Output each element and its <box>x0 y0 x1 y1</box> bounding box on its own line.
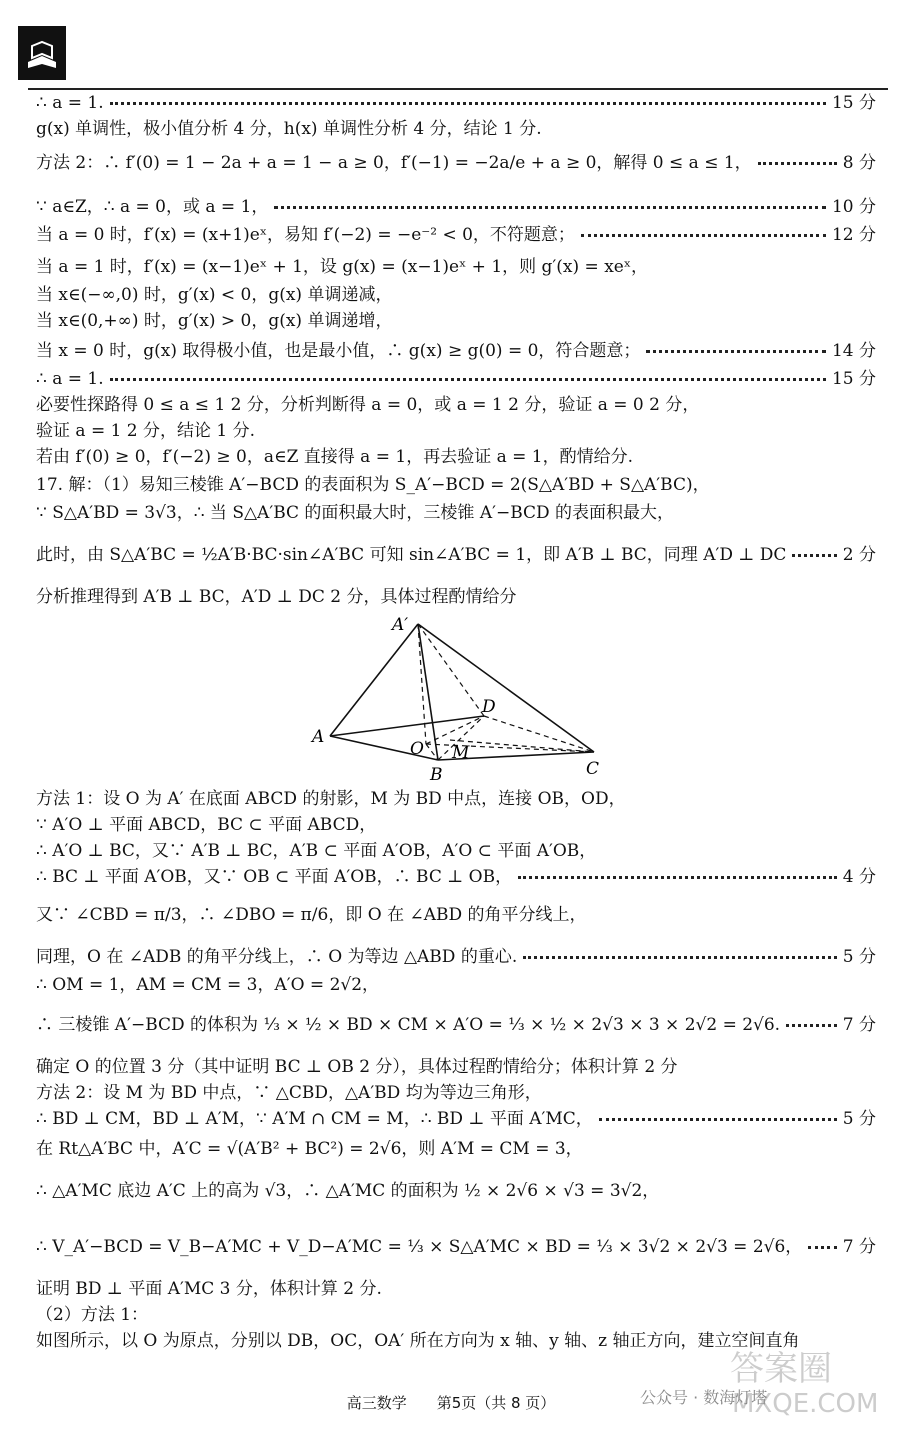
line-text: 方法 2：∴ f′(0) = 1 − 2a + a = 1 − a ≥ 0，f′(−1) = −2a/e + a ≥ 0，解得 0 ≤ a ≤ 1， <box>36 153 752 173</box>
text-line <box>36 814 876 836</box>
text-line <box>36 118 876 140</box>
text-line <box>36 1180 876 1202</box>
text-line <box>36 586 876 608</box>
text-line <box>36 974 876 996</box>
line-text: ∴ a = 1. <box>36 369 104 389</box>
text-line <box>36 1304 876 1326</box>
score-points: 15 分 <box>831 369 876 389</box>
dot-leader <box>110 378 826 381</box>
line-text: 当 x∈(−∞,0) 时，g′(x) < 0，g(x) 单调递减， <box>36 285 393 305</box>
text-line <box>36 284 876 306</box>
dot-leader <box>599 1118 837 1121</box>
line-text: ∴ △A′MC 底边 A′C 上的高为 √3，∴ △A′MC 的面积为 ½ × 2√6 × √3 = 3√2， <box>36 1181 660 1201</box>
text-line <box>36 310 876 332</box>
line-text: （2）方法 1： <box>36 1305 149 1325</box>
text-line <box>36 904 876 926</box>
text-line <box>36 224 876 246</box>
dot-leader <box>523 956 837 959</box>
label-a: A <box>312 727 325 747</box>
dot-leader <box>581 234 826 237</box>
line-text: 验证 a = 1 2 分，结论 1 分. <box>36 421 256 441</box>
page-footer: 高三数学 第5页（共 8 页） <box>346 1394 556 1412</box>
label-c: C <box>586 759 600 779</box>
line-text: 当 x∈(0,+∞) 时，g′(x) > 0，g(x) 单调递增， <box>36 311 393 331</box>
book-icon <box>18 26 66 80</box>
text-line <box>36 1014 876 1036</box>
label-m: M <box>452 743 470 763</box>
text-line <box>36 368 876 390</box>
score-points: 5 分 <box>842 947 876 967</box>
text-line <box>36 196 876 218</box>
dot-leader <box>786 1024 837 1027</box>
dot-leader <box>792 554 836 557</box>
line-text: g(x) 单调性，极小值分析 4 分，h(x) 单调性分析 4 分，结论 1 分. <box>36 119 542 139</box>
line-text: ∵ A′O ⊥ 平面 ABCD，BC ⊂ 平面 ABCD， <box>36 815 377 835</box>
text-line <box>36 788 876 810</box>
line-text: ∴ A′O ⊥ BC，又∵ A′B ⊥ BC，A′B ⊂ 平面 A′OB，A′O ⊂ 平面 A′OB， <box>36 841 597 861</box>
text-line <box>36 1138 876 1160</box>
text-line <box>36 1082 876 1104</box>
line-text: ∴ OM = 1，AM = CM = 3，A′O = 2√2， <box>36 975 380 995</box>
label-d: D <box>482 697 496 717</box>
text-line <box>36 446 876 468</box>
line-text: ∴ 三棱锥 A′−BCD 的体积为 ⅓ × ½ × BD × CM × A′O = ⅓ × ½ × 2√3 × 3 × 2√2 = 2√6. <box>36 1015 781 1035</box>
line-text: 又∵ ∠CBD = π/3，∴ ∠DBO = π/6，即 O 在 ∠ABD 的角平分线上， <box>36 905 587 925</box>
score-points: 7 分 <box>842 1015 876 1035</box>
score-points: 14 分 <box>831 341 876 361</box>
line-text: 分析推理得到 A′B ⊥ BC，A′D ⊥ DC 2 分，具体过程酌情给分 <box>36 587 517 607</box>
label-o: O <box>410 739 424 759</box>
dot-leader <box>646 350 826 353</box>
line-text: 方法 2：设 M 为 BD 中点，∵ △CBD，△A′BD 均为等边三角形， <box>36 1083 542 1103</box>
line-text: ∴ a = 1. <box>36 93 104 113</box>
score-points: 15 分 <box>831 93 876 113</box>
dot-leader <box>274 206 826 209</box>
svg-text:MXQE.COM: MXQE.COM <box>732 1389 879 1419</box>
line-text: 若由 f′(0) ≥ 0，f′(−2) ≥ 0，a∈Z 直接得 a = 1，再去验证 a = 1，酌情给分. <box>36 447 633 467</box>
text-line <box>36 394 876 416</box>
score-points: 7 分 <box>842 1237 876 1257</box>
text-line <box>36 502 876 524</box>
line-text: 必要性探路得 0 ≤ a ≤ 1 2 分，分析判断得 a = 0，或 a = 1 2 分，验证 a = 0 2 分， <box>36 395 700 415</box>
score-points: 4 分 <box>842 867 876 887</box>
line-text: 同理，O 在 ∠ADB 的角平分线上，∴ O 为等边 △ABD 的重心. <box>36 947 518 967</box>
line-text: 证明 BD ⊥ 平面 A′MC 3 分，体积计算 2 分. <box>36 1279 382 1299</box>
watermark-text: 公众号 · 数海灯塔 <box>640 1388 768 1407</box>
line-text: 当 a = 0 时，f′(x) = (x+1)eˣ，易知 f′(−2) = −e⁻² < 0，不符题意； <box>36 225 575 245</box>
dot-leader <box>110 102 826 105</box>
score-points: 5 分 <box>842 1109 876 1129</box>
line-text: ∵ a∈Z，∴ a = 0，或 a = 1， <box>36 197 269 217</box>
text-line <box>36 840 876 862</box>
score-points: 8 分 <box>842 153 876 173</box>
dot-leader <box>518 876 837 879</box>
line-text: 方法 1：设 O 为 A′ 在底面 ABCD 的射影，M 为 BD 中点，连接 OB，OD， <box>36 789 626 809</box>
text-line <box>36 1108 876 1130</box>
line-text: 确定 O 的位置 3 分（其中证明 BC ⊥ OB 2 分），具体过程酌情给分；体积计算 2 分 <box>36 1057 678 1077</box>
pyramid-figure <box>310 612 610 784</box>
line-text: 如图所示，以 O 为原点，分别以 DB，OC，OA′ 所在方向为 x 轴、y 轴、z 轴正方向，建立空间直角 <box>36 1331 800 1351</box>
line-text: 在 Rt△A′BC 中，A′C = √(A′B² + BC²) = 2√6，则 A′M = CM = 3， <box>36 1139 583 1159</box>
dot-leader <box>758 162 837 165</box>
score-points: 2 分 <box>842 545 876 565</box>
text-line <box>36 340 876 362</box>
text-line <box>36 866 876 888</box>
dot-leader <box>808 1246 836 1249</box>
line-text: 此时，由 S△A′BC = ½A′B·BC·sin∠A′BC 可知 sin∠A′BC = 1，即 A′B ⊥ BC，同理 A′D ⊥ DC <box>36 545 787 565</box>
text-line <box>36 474 876 496</box>
text-line <box>36 152 876 174</box>
line-text: ∴ BC ⊥ 平面 A′OB，又∵ OB ⊂ 平面 A′OB，∴ BC ⊥ OB， <box>36 867 513 887</box>
line-text: 当 x = 0 时，g(x) 取得极小值，也是最小值，∴ g(x) ≥ g(0) = 0，符合题意； <box>36 341 641 361</box>
line-text: ∵ S△A′BD = 3√3，∴ 当 S△A′BC 的面积最大时，三棱锥 A′−BCD 的表面积最大， <box>36 503 675 523</box>
text-line <box>36 544 876 566</box>
label-a-prime: A′ <box>392 615 409 635</box>
header-logo <box>18 26 66 80</box>
text-line <box>36 256 876 278</box>
score-points: 10 分 <box>831 197 876 217</box>
header-rule <box>28 88 888 90</box>
line-text: ∴ V_A′−BCD = V_B−A′MC + V_D−A′MC = ⅓ × S△A′MC × BD = ⅓ × 3√2 × 2√3 = 2√6， <box>36 1237 803 1257</box>
text-line <box>36 92 876 114</box>
label-b: B <box>430 765 443 784</box>
text-line <box>36 946 876 968</box>
text-line <box>36 1056 876 1078</box>
svg-text:答案圈: 答案圈 <box>730 1349 832 1389</box>
text-line <box>36 420 876 442</box>
text-line <box>36 1236 876 1258</box>
line-text: ∴ BD ⊥ CM，BD ⊥ A′M，∵ A′M ∩ CM = M，∴ BD ⊥ 平面 A′MC， <box>36 1109 593 1129</box>
text-line <box>36 1278 876 1300</box>
line-text: 17. 解：（1）易知三棱锥 A′−BCD 的表面积为 S_A′−BCD = 2(S△A′BD + S△A′BC)， <box>36 475 710 495</box>
score-points: 12 分 <box>831 225 876 245</box>
line-text: 当 a = 1 时，f′(x) = (x−1)eˣ + 1，设 g(x) = (x−1)eˣ + 1，则 g′(x) = xeˣ， <box>36 257 649 277</box>
